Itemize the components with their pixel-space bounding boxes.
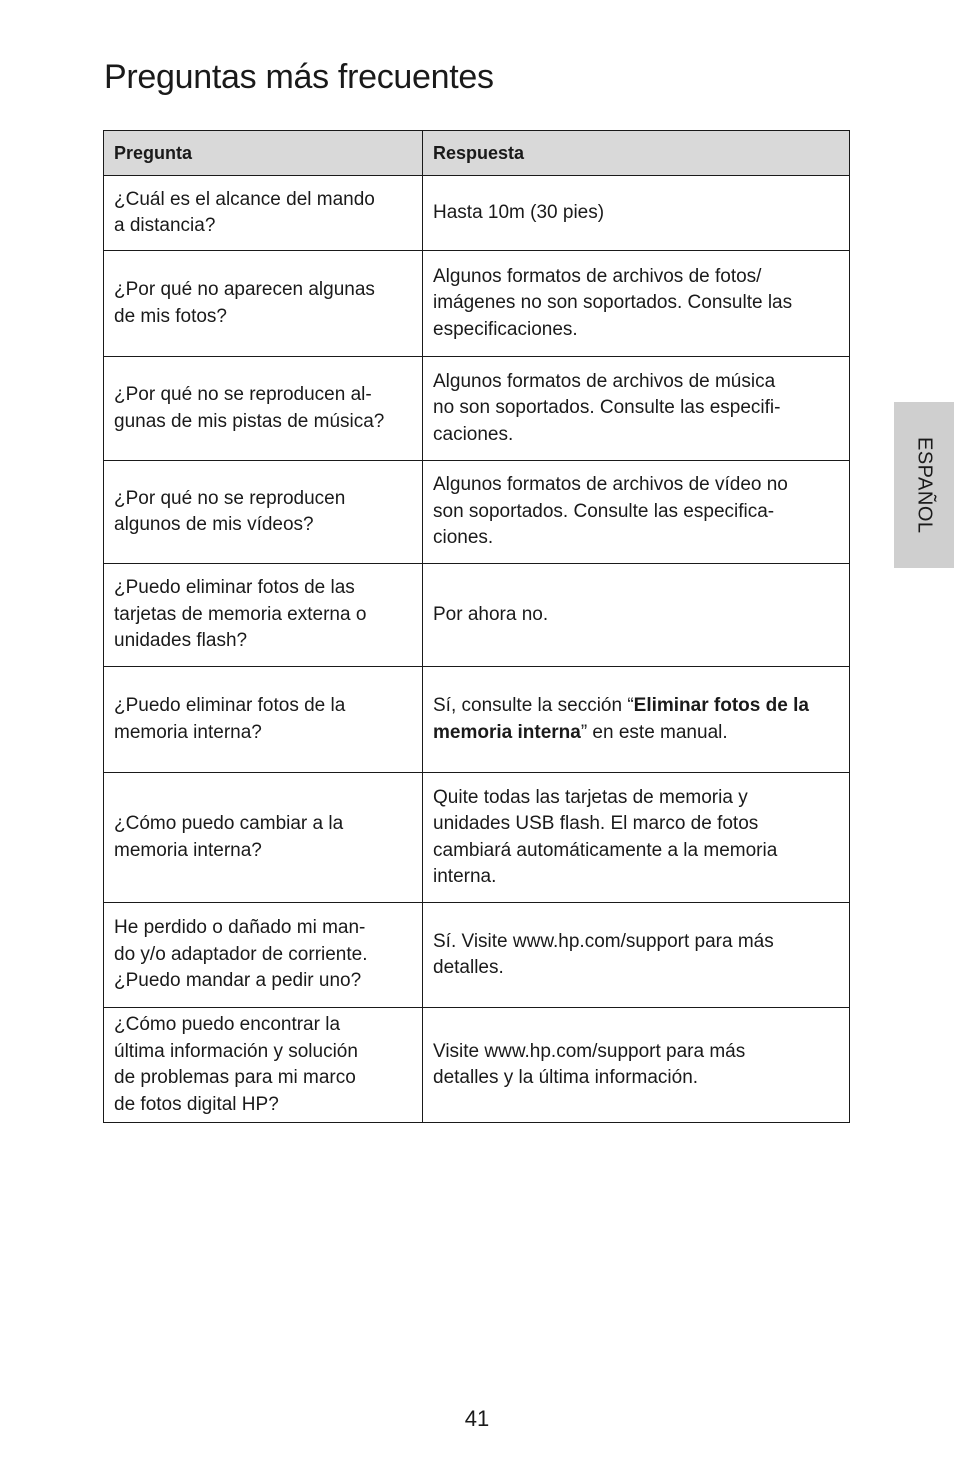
- section-reference: memoria interna: [433, 721, 581, 743]
- question-line: ¿Por qué no se reproducen: [114, 487, 346, 509]
- answer-cell: [423, 461, 850, 564]
- question-cell: [104, 1008, 423, 1123]
- question-cell: [104, 564, 423, 667]
- question-line: ¿Cuál es el alcance del mando: [114, 188, 375, 210]
- question-line: memoria interna?: [114, 721, 262, 743]
- question-line: algunos de mis vídeos?: [114, 514, 314, 535]
- question-line: gunas de mis pistas de música?: [114, 410, 385, 432]
- answer-line: interna.: [433, 866, 497, 887]
- faq-table: [103, 130, 850, 1123]
- answer-text: ” en este manual.: [580, 721, 728, 743]
- answer-line: detalles.: [433, 957, 504, 978]
- answer-line: Visite www.hp.com/support para más: [433, 1040, 746, 1062]
- question-line: ¿Puedo mandar a pedir uno?: [114, 970, 362, 992]
- header-question: Pregunta: [104, 131, 423, 176]
- table-row: [104, 773, 850, 903]
- answer-cell: [423, 1008, 850, 1123]
- answer-line: ciones.: [433, 527, 494, 549]
- header-answer: Respuesta: [423, 131, 850, 176]
- table-row: [104, 564, 850, 667]
- question-line: de problemas para mi marco: [114, 1067, 356, 1088]
- answer-line: unidades USB flash. El marco de fotos: [433, 813, 759, 834]
- question-cell: [104, 461, 423, 564]
- answer-line: Quite todas las tarjetas de memoria y: [433, 786, 748, 808]
- question-cell: [104, 773, 423, 903]
- answer-cell: [423, 773, 850, 903]
- answer-line: caciones.: [433, 423, 514, 445]
- section-reference: Eliminar fotos de la: [633, 695, 809, 716]
- answer-line: Algunos formatos de archivos de vídeo no: [433, 474, 788, 496]
- question-cell: [104, 903, 423, 1008]
- question-line: ¿Por qué no aparecen algunas: [114, 279, 375, 300]
- question-line: ¿Cómo puedo encontrar la: [114, 1014, 341, 1035]
- question-line: do y/o adaptador de corriente.: [114, 943, 368, 965]
- language-tab: [894, 402, 954, 568]
- table-row: [104, 176, 850, 251]
- answer-cell: [423, 903, 850, 1008]
- answer-line: especificaciones.: [433, 318, 578, 340]
- answer-cell: [423, 251, 850, 357]
- question-line: memoria interna?: [114, 839, 262, 861]
- table-row: [104, 461, 850, 564]
- question-cell: [104, 251, 423, 357]
- table-row: [104, 357, 850, 461]
- question-cell: [104, 357, 423, 461]
- question-line: tarjetas de memoria externa o: [114, 603, 367, 625]
- question-line: ¿Puedo eliminar fotos de las: [114, 577, 355, 599]
- answer-cell: [423, 564, 850, 667]
- question-line: de fotos digital HP?: [114, 1093, 279, 1115]
- question-cell: [104, 667, 423, 773]
- language-tab-label: ESPAÑOL: [913, 436, 936, 534]
- answer-text: Sí, consulte la sección “: [433, 695, 634, 716]
- question-line: última información y solución: [114, 1040, 358, 1062]
- question-line: He perdido o dañado mi man-: [114, 917, 366, 939]
- answer-line: Algunos formatos de archivos de música: [433, 370, 776, 392]
- page-title: Preguntas más frecuentes: [104, 58, 494, 96]
- answer-line: no son soportados. Consulte las especifi-: [433, 397, 781, 419]
- answer-line: Algunos formatos de archivos de fotos/: [433, 265, 762, 287]
- table-row: [104, 251, 850, 357]
- page-number: 41: [464, 1406, 490, 1431]
- answer-cell: [423, 357, 850, 461]
- answer-line: cambiará automáticamente a la memoria: [433, 839, 778, 861]
- table-header-row: [104, 131, 850, 176]
- question-cell: [104, 176, 423, 251]
- answer-line: imágenes no son soportados. Consulte las: [433, 292, 793, 314]
- question-line: ¿Puedo eliminar fotos de la: [114, 695, 346, 716]
- answer-line: [433, 693, 839, 720]
- question-line: de mis fotos?: [114, 305, 227, 327]
- answer-cell: [423, 176, 850, 251]
- answer-line: son soportados. Consulte las especifica-: [433, 500, 775, 522]
- answer-line: Por ahora no.: [433, 603, 549, 625]
- answer-line: [433, 720, 839, 747]
- answer-cell: [423, 667, 850, 773]
- answer-line: detalles y la última información.: [433, 1067, 699, 1088]
- table-row: [104, 667, 850, 773]
- answer-line: Hasta 10m (30 pies): [433, 201, 605, 223]
- question-line: unidades flash?: [114, 630, 248, 652]
- answer-line: Sí. Visite www.hp.com/support para más: [433, 930, 774, 952]
- question-line: a distancia?: [114, 215, 216, 236]
- question-line: ¿Por qué no se reproducen al-: [114, 384, 372, 405]
- table-row: [104, 903, 850, 1008]
- question-line: ¿Cómo puedo cambiar a la: [114, 813, 344, 834]
- table-row: [104, 1008, 850, 1123]
